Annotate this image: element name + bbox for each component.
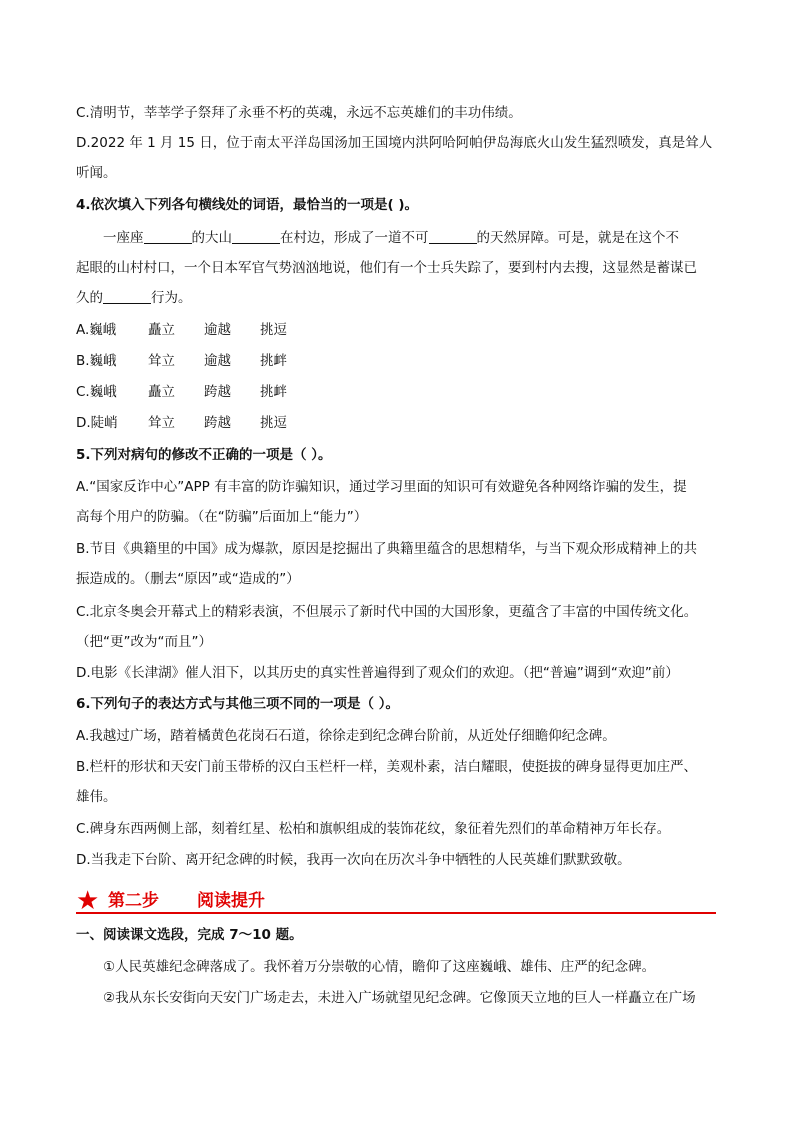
option-row-d <box>76 413 316 433</box>
option-b-q6-line2: 雄伟。 <box>76 789 117 805</box>
option-word: 挑衅 <box>260 384 287 400</box>
option-word: 挑逗 <box>260 322 287 338</box>
passage-text: 在村边，形成了一道不可 <box>280 230 429 246</box>
fill-blank <box>144 229 192 244</box>
option-word: B.巍峨 <box>76 353 117 369</box>
option-word: 矗立 <box>148 384 175 400</box>
option-d-q3-line1: D.2022 年 1 月 15 日，位于南太平洋岛国汤加王国境内洪阿哈阿帕伊岛海底火山发生猛烈喷发，真是耸人 <box>76 135 713 151</box>
option-word: 挑衅 <box>260 353 287 369</box>
option-a-q6: A.我越过广场，踏着橘黄色花岗石石道，徐徐走到纪念碑台阶前，从近处仔细瞻仰纪念碑。 <box>76 728 616 744</box>
reading-paragraph-1: ①人民英雄纪念碑落成了。我怀着万分崇敬的心情，瞻仰了这座巍峨、雄伟、庄严的纪念碑。 <box>103 959 656 975</box>
fill-blank <box>429 229 477 244</box>
passage-text: 的天然屏障。可是，就是在这个不 <box>476 230 679 246</box>
section-name: 阅读提升 <box>197 891 265 911</box>
reading-paragraph-2: ②我从东长安街向天安门广场走去，未进入广场就望见纪念碑。它像顶天立地的巨人一样矗立在广场 <box>103 990 696 1006</box>
option-word: 跨越 <box>204 384 231 400</box>
option-c-q5-line2: （把“更”改为“而且”） <box>76 634 212 650</box>
passage-text: 久的 <box>76 290 103 306</box>
star-icon: ★ <box>76 886 100 916</box>
option-word: 耸立 <box>148 353 175 369</box>
passage-text: 的大山 <box>191 230 232 246</box>
option-b-q5-line2: 振造成的。（删去“原因”或“造成的”） <box>76 571 300 587</box>
question-6: 6.下列句子的表达方式与其他三项不同的一项是（ ）。 <box>76 696 399 712</box>
passage-4-line1 <box>103 228 753 248</box>
fill-blank <box>232 229 280 244</box>
option-a-q5-line2: 高每个用户的防骗。（在“防骗”后面加上“能力”） <box>76 509 368 525</box>
option-word: D.陡峭 <box>76 415 118 431</box>
question-5: 5.下列对病句的修改不正确的一项是（ ）。 <box>76 447 332 463</box>
option-row-b <box>76 351 316 371</box>
option-b-q6-line1: B.栏杆的形状和天安门前玉带桥的汉白玉栏杆一样，美观朴素，洁白耀眼，使挺拔的碑身显得更加庄严、 <box>76 759 698 775</box>
option-c-q5-line1: C.北京冬奥会开幕式上的精彩表演，不但展示了新时代中国的大国形象，更蕴含了丰富的中国传统文化。 <box>76 604 698 620</box>
option-word: 耸立 <box>148 415 175 431</box>
option-d-q5: D.电影《长津湖》催人泪下，以其历史的真实性普遍得到了观众们的欢迎。（把“普遍”调到“欢迎”前） <box>76 665 679 681</box>
question-4: 4.依次填入下列各句横线处的词语，最恰当的一项是( )。 <box>76 197 419 213</box>
option-row-c <box>76 382 316 402</box>
option-d-q6: D.当我走下台阶、离开纪念碑的时候，我再一次向在历次斗争中牺牲的人民英雄们默默致敬。 <box>76 852 631 868</box>
option-word: 挑逗 <box>260 415 287 431</box>
option-word: 矗立 <box>148 322 175 338</box>
option-c-q3: C.清明节，莘莘学子祭拜了永垂不朽的英魂，永远不忘英雄们的丰功伟绩。 <box>76 105 522 121</box>
option-word: 逾越 <box>204 322 231 338</box>
section-step: 第二步 <box>108 891 159 911</box>
fill-blank <box>103 289 151 304</box>
option-word: C.巍峨 <box>76 384 117 400</box>
reading-instruction: 一、阅读课文选段，完成 7～10 题。 <box>76 927 303 943</box>
option-d-q3-line2: 听闻。 <box>76 165 117 181</box>
option-word: 逾越 <box>204 353 231 369</box>
passage-4-line3 <box>76 288 726 308</box>
section-divider <box>76 912 716 914</box>
option-a-q5-line1: A.“国家反诈中心”APP 有丰富的防诈骗知识，通过学习里面的知识可有效避免各种网络诈骗的发生，提 <box>76 479 687 495</box>
option-word: A.巍峨 <box>76 322 117 338</box>
option-b-q5-line1: B.节目《典籍里的中国》成为爆款，原因是挖掘出了典籍里蕴含的思想精华，与当下观众形成精神上的共 <box>76 541 698 557</box>
option-word: 跨越 <box>204 415 231 431</box>
section-header <box>76 886 716 916</box>
passage-text: 一座座 <box>103 230 144 246</box>
passage-4-line2: 起眼的山村村口，一个日本军官气势汹汹地说，他们有一个士兵失踪了，要到村内去搜，这显然是蓄谋已 <box>76 260 697 276</box>
section-title <box>108 888 265 914</box>
passage-text: 行为。 <box>151 290 192 306</box>
option-c-q6: C.碑身东西两侧上部，刻着红星、松柏和旗帜组成的装饰花纹，象征着先烈们的革命精神万年长存。 <box>76 821 671 837</box>
option-row-a <box>76 320 316 340</box>
